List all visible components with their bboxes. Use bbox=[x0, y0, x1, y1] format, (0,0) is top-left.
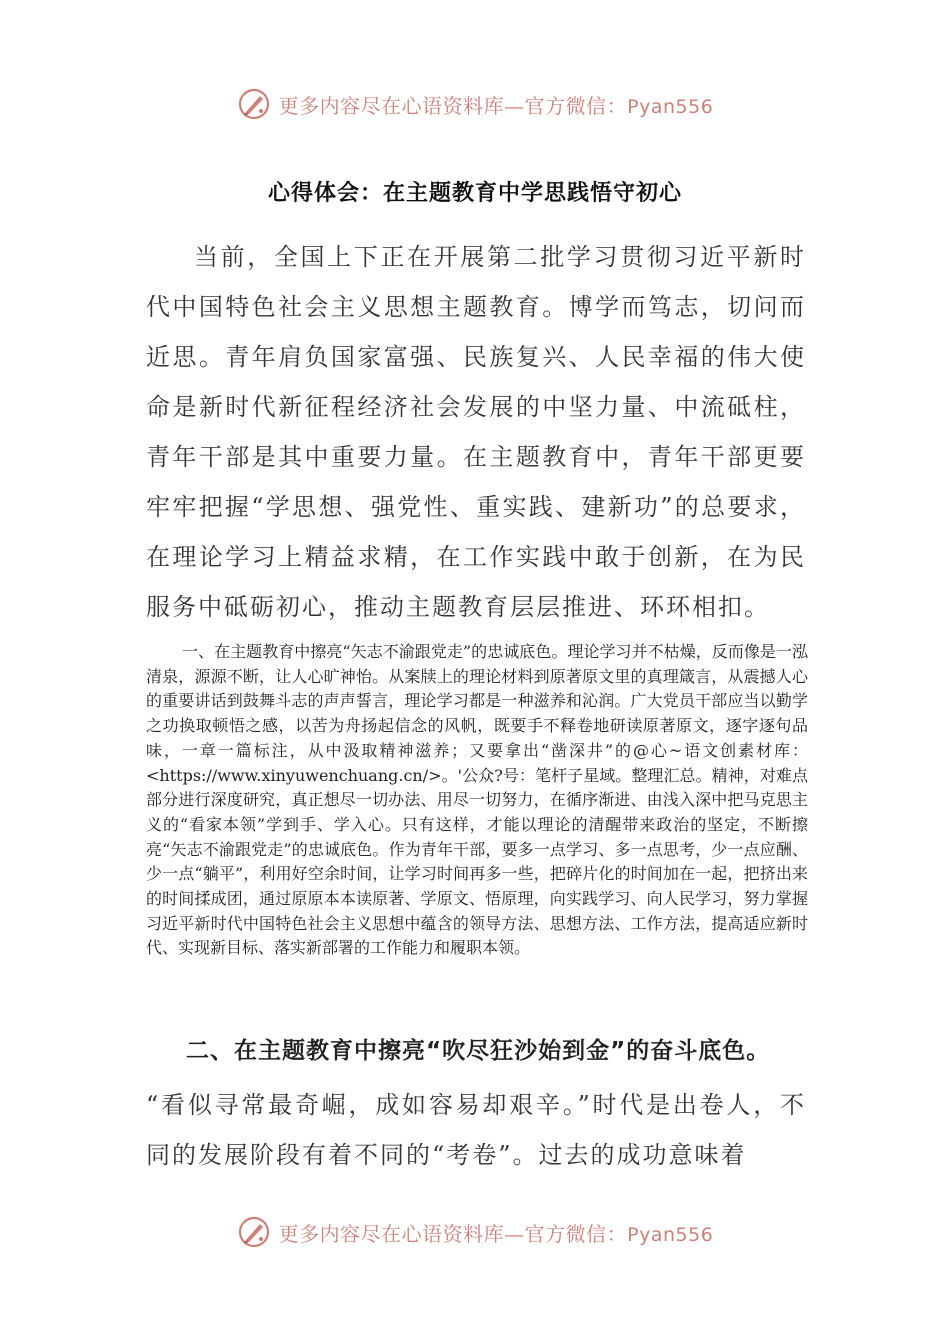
document-title: 心得体会：在主题教育中学思践悟守初心 bbox=[267, 181, 682, 206]
section2-paragraph: “看似寻常最奇崛，成如容易却艰辛。”时代是出卷人，不同的发展阶段有着不同的“考卷”。过去的成功意味着 bbox=[146, 1091, 806, 1169]
header-watermark-id: Pyan556 bbox=[627, 95, 714, 118]
footer-watermark-text bbox=[279, 1218, 714, 1247]
header-watermark-text bbox=[279, 90, 714, 119]
header-watermark bbox=[0, 84, 950, 124]
pen-logo-icon bbox=[237, 1215, 271, 1249]
header-watermark-cn: 更多内容尽在心语资料库—官方微信： bbox=[278, 93, 628, 118]
footer-watermark-cn: 更多内容尽在心语资料库—官方微信： bbox=[278, 1221, 628, 1246]
pen-logo-icon bbox=[237, 87, 271, 121]
section1-paragraph: 一、在主题教育中擦亮“矢志不渝跟党走”的忠诚底色。理论学习并不枯燥，反而像是一泓清泉，源源不断，让人心旷神怡。从案牍上的理论材料到原著原文里的真理箴言，从震撼人心的重要讲话到鼓舞斗志的声声誓言，理论学习都是一种滋养和沁润。广大党员干部应当以勤学之功换取顿悟之感，以苦为舟扬起信念的风帆，既要手不释卷地研读原著原文，逐字逐句品味，一章一篇标注，从中汲取精神滋养；又要拿出“凿深井”的@心~语文创素材库：<https://www.xinyuwenchuang.cn/>。'公众?号：笔杆子星域。整理汇总。精神，对难点部分进行深度研究，真正想尽一切办法、用尽一切努力，在循序渐进、由浅入深中把马克思主义的“看家本领”学到手、学入心。只有这样，才能以理论的清醒带来政治的坚定，不断擦亮“矢志不渝跟党走”的忠诚底色。作为青年干部，要多一点学习、多一点思考，少一点应酬、少一点“躺平”，利用好空余时间，让学习时间再多一些，把碎片化的时间加在一起，把挤出来的时间揉成团，通过原原本本读原著、学原文、悟原理，向实践学习、向人民学习，努力掌握习近平新时代中国特色社会主义思想中蕴含的领导方法、思想方法、工作方法，提高适应新时代、实现新目标、落实新部署的工作能力和履职本领。 bbox=[146, 642, 808, 958]
footer-watermark bbox=[0, 1212, 950, 1252]
section2-heading: 二、在主题教育中擦亮“吹尽狂沙始到金”的奋斗底色。 bbox=[186, 1038, 771, 1064]
footer-watermark-id: Pyan556 bbox=[627, 1223, 714, 1246]
intro-paragraph: 当前，全国上下正在开展第二批学习贯彻习近平新时代中国特色社会主义思想主题教育。博学而笃志，切问而近思。青年肩负国家富强、民族复兴、人民幸福的伟大使命是新时代新征程经济社会发展的中坚力量、中流砥柱，青年干部是其中重要力量。在主题教育中，青年干部更要牢牢把握“学思想、强党性、重实践、建新功”的总要求，在理论学习上精益求精，在工作实践中敢于创新，在为民服务中砥砺初心，推动主题教育层层推进、环环相扣。 bbox=[146, 243, 806, 621]
